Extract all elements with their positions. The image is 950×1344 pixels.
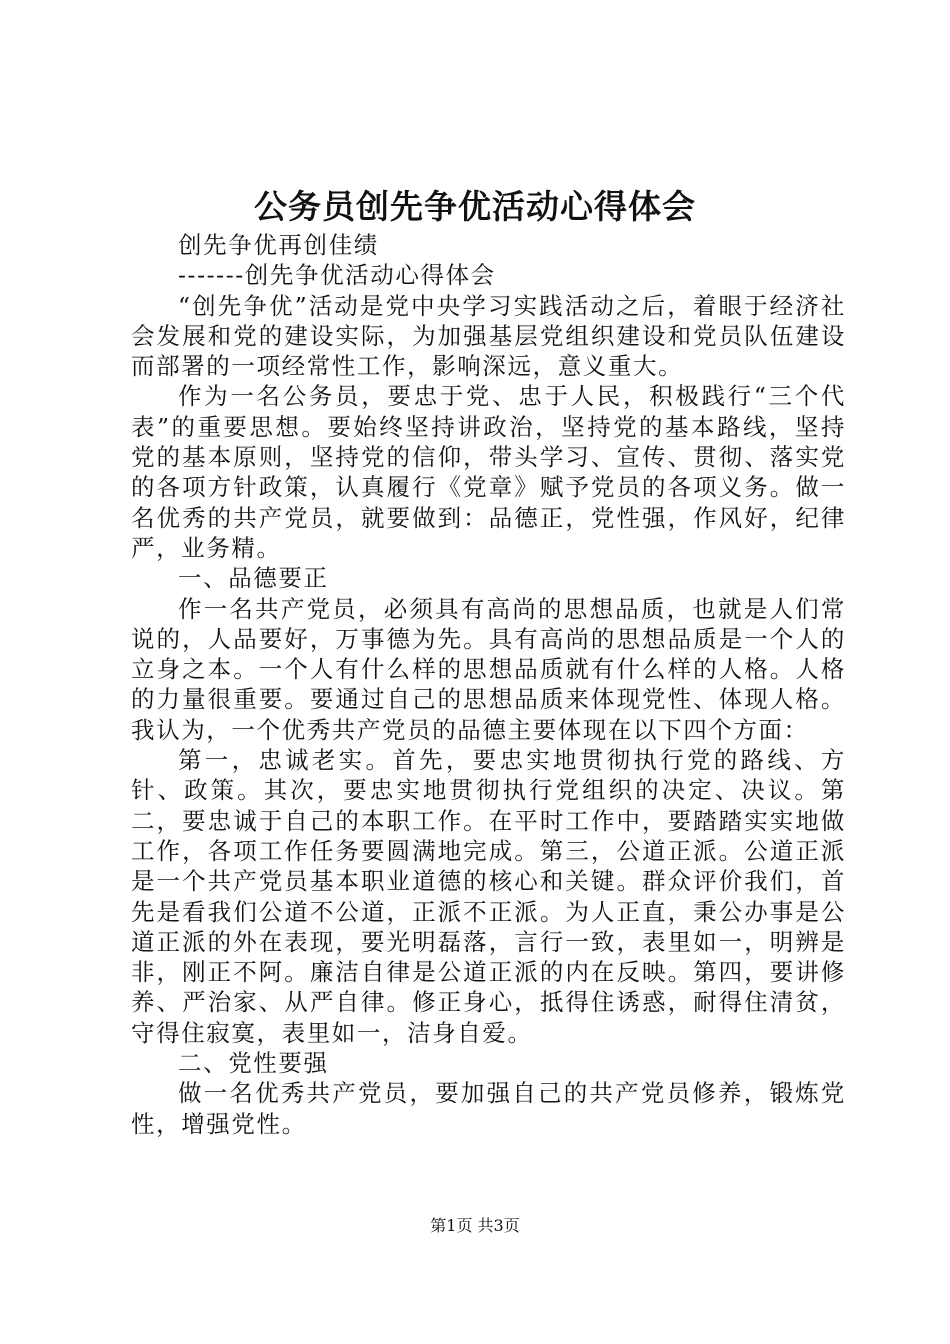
page-footer: 第1页 共3页 xyxy=(430,1216,520,1235)
section-heading: 二、党性要强 xyxy=(178,1049,329,1078)
paragraph: 做一名优秀共产党员，要加强自己的共产党员修养，锻炼党性，增强党性。 xyxy=(131,1079,846,1138)
subtitle: 创先争优再创佳绩 xyxy=(178,231,379,259)
subtitle-dash-line: -------创先争优活动心得体会 xyxy=(178,261,496,290)
paragraph: 作一名共产党员，必须具有高尚的思想品质，也就是人们常说的，人品要好，万事德为先。具有高尚的思想品质是一个人的立身之本。一个人有什么样的思想品质就有什么样的人格。人格的力量很重要。要通过自己的思想品质来体现党性、体现人格。我认为，一个优秀共产党员的品德主要体现在以下四个方面： xyxy=(131,594,846,744)
paragraph: 第一，忠诚老实。首先，要忠实地贯彻执行党的路线、方针、政策。其次，要忠实地贯彻执行党组织的决定、决议。第二，要忠诚于自己的本职工作。在平时工作中，要踏踏实实地做工作，各项工作任务要圆满地完成。第三，公道正派。公道正派是一个共产党员基本职业道德的核心和关键。群众评价我们，首先是看我们公道不公道，正派不正派。为人正直，秉公办事是公道正派的外在表现，要光明磊落，言行一致，表里如一，明辨是非，刚正不阿。廉洁自律是公道正派的内在反映。第四，要讲修养、严治家、从严自律。修正身心，抵得住诱惑，耐得住清贫，守得住寂寞，表里如一，洁身自爱。 xyxy=(131,746,846,1047)
section-heading: 一、品德要正 xyxy=(178,564,329,593)
document-title: 公务员创先争优活动心得体会 xyxy=(254,187,696,226)
paragraph: “创先争优”活动是党中央学习实践活动之后，着眼于经济社会发展和党的建设实际，为加强基层党组织建设和党员队伍建设而部署的一项经常性工作，影响深远，意义重大。 xyxy=(131,291,846,381)
paragraph: 作为一名公务员，要忠于党、忠于人民，积极践行“三个代表”的重要思想。要始终坚持讲政治，坚持党的基本路线，坚持党的基本原则，坚持党的信仰，带头学习、宣传、贯彻、落实党的各项方针政策，认真履行《党章》赋予党员的各项义务。做一名优秀的共产党员，就要做到：品德正，党性强，作风好，纪律严，业务精。 xyxy=(131,382,846,562)
document-body xyxy=(131,230,846,1139)
